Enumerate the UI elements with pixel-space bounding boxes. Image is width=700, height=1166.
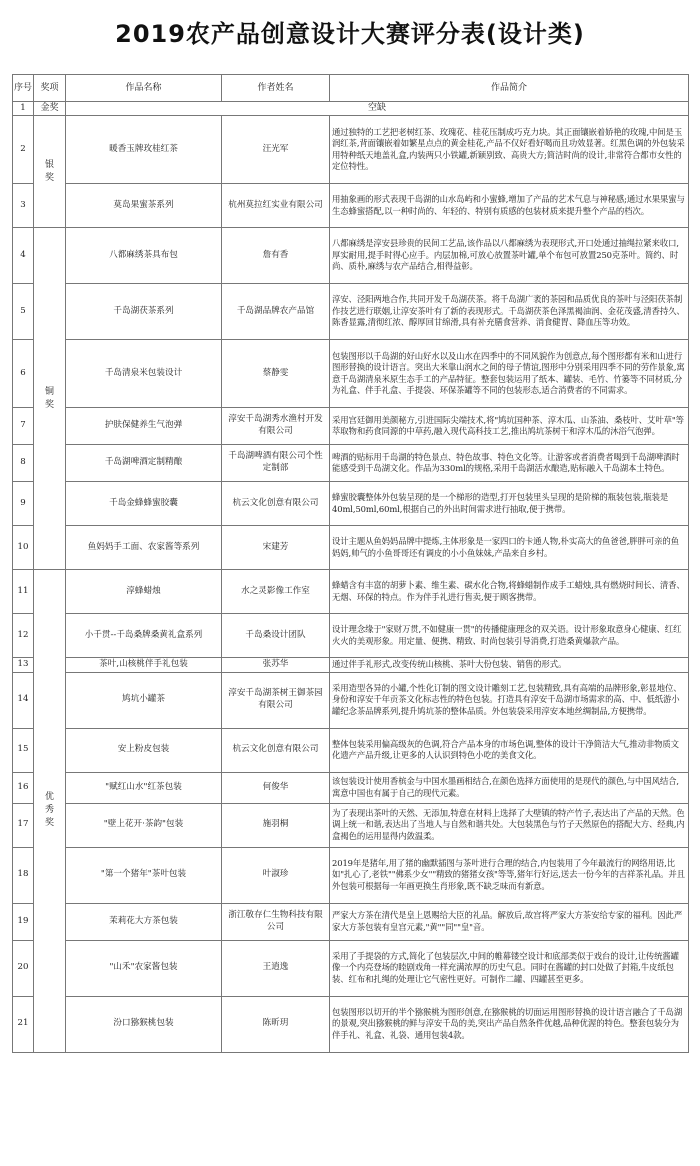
table-row (13, 184, 689, 228)
row-index: 12 (13, 614, 34, 658)
row-index: 2 (13, 116, 34, 184)
author-cell: 淳安千岛湖茶树王御茶园有限公司 (222, 672, 330, 728)
table-row (13, 803, 689, 847)
table-row (13, 996, 689, 1052)
header-author: 作者姓名 (222, 75, 330, 102)
table-row (13, 614, 689, 658)
table-row (13, 102, 689, 116)
table-row (13, 847, 689, 903)
intro-cell: 通过伴手礼形式,改变传统山核桃、茶叶大份包装、销售的形式。 (330, 658, 689, 673)
row-index: 18 (13, 847, 34, 903)
row-index: 10 (13, 526, 34, 570)
award-excellent: 优 秀 奖 (34, 570, 66, 1053)
intro-cell: 通过独特的工艺把老树红茶、玫瑰花、桂花压制成巧克力块。其正面镶嵌着娇艳的玫瑰,中间是玉润红茶,背面镶嵌着如繁星点点的黄金桂花,产品不仅好看好喝而且功效显著。红黑色调的外包装采用特种纸天地盖礼盒,内装两只小铁罐,新颖别致、高贵大方;简洁时尚的设计,非常符合都市女性的定位特性。 (330, 116, 689, 184)
table-row (13, 672, 689, 728)
author-cell: 淳安千岛湖秀水渔村开发有限公司 (222, 408, 330, 445)
row-index: 3 (13, 184, 34, 228)
work-name-cell: 莫岛果蜜茶系列 (66, 184, 222, 228)
row-index: 15 (13, 728, 34, 772)
author-cell: 杭云文化创意有限公司 (222, 482, 330, 526)
row-index: 9 (13, 482, 34, 526)
author-cell: 宋建芳 (222, 526, 330, 570)
table-row (13, 772, 689, 803)
table-row (13, 284, 689, 340)
work-name-cell: "山禾"农家酱包装 (66, 940, 222, 996)
row-index: 19 (13, 903, 34, 940)
intro-cell: 包装图形以千岛湖的好山好水以及山水在四季中的不同风貌作为创意点,每个图形都有米和山进行图形替换的设计语言。突出大米靠山润水之间的母子情谊,图形中分别采用四季不同的劳作景象,寓意千岛湖清泉米原生态手工的产品特征。整套包装运用了纸本、罐装、毛竹、竹篓等不同材质,分为礼盒、伴手礼盒、手提袋、环保茶罐等不同的包装形态,适合消费者的不同需求。 (330, 340, 689, 408)
intro-cell: 采用了手提袋的方式,简化了包装层次,中间的帷幕镂空设计和底部类似于戏台的设计,让传统酱罐像一个内亮登场的睦剧戏角一样充满浓厚的历史气息。同时在酱罐的封口处做了封箱,牛皮纸包装、红布和扎绳的处理让它气密性更好。可制作二罐、四罐甚至更多。 (330, 940, 689, 996)
author-cell: 千岛湖啤酒有限公司个性定制部 (222, 445, 330, 482)
author-cell: 王逍逸 (222, 940, 330, 996)
intro-cell: 2019年是猪年,用了猪的幽默插图与茶叶进行合理的结合,内包装用了今年最流行的网络用语,比如"扎心了,老铁""佛系少女""精致的猪猪女孩"等等,猪年行好运,送去一份今年的吉祥茶礼品。并且外包装可根据每一年画更换生肖形象,既不缺乏味而有新意。 (330, 847, 689, 903)
work-name-cell: 鱼妈妈手工面、农家酱等系列 (66, 526, 222, 570)
intro-cell: 为了表现出茶叶的天然、无添加,特意在材料上选择了大壁镇的特产竹子,表达出了产品的天然。色调上统一和谐,表达出了当地人与自然和谐共处。大包装黑色与竹子天然原色的搭配大方、经典,内盒褐色的运用显得内敛温柔。 (330, 803, 689, 847)
header-row (13, 75, 689, 102)
award-bronze: 铜 奖 (34, 228, 66, 570)
table-row (13, 482, 689, 526)
author-cell: 张苏华 (222, 658, 330, 673)
intro-cell: 淳安、泾阳两地合作,共同开发千岛湖茯茶。将千岛湖广袤的茶园和品质优良的茶叶与泾阳茯茶制作技艺进行联姻,让淳安茶叶有了新的表现形式。千岛湖茯茶色泽黑褐油润、金花茂盛,清香持久、陈香显露,清彻红浓、醇厚回甘绵滑,具有补充膳食营养、消食健胃、降血压等功效。 (330, 284, 689, 340)
row-index: 11 (13, 570, 34, 614)
table-row (13, 526, 689, 570)
header-work-name: 作品名称 (66, 75, 222, 102)
intro-cell: 采用造型各异的小罐,个性化订制的图文设计雕刻工艺,包装精致,具有高端的品牌形象,彰显地位、身份和淳安千年贡茶文化标志性的特色包装。打造具有淳安千岛湖市场需求的高、中、低纸游小罐纪念茶品牌系列,提升鸠坑茶的整体品质。外包装袋采用淳安本地丝绸制品,方便携带。 (330, 672, 689, 728)
intro-cell: 包装图形以切开的半个猕猴桃为图形创意,在猕猴桃的切面运用图形替换的设计语言融合了千岛湖的景观,突出猕猴桃的鲜与淳安千岛的美,突出产品自然条件优越,品种优渥的特色。整套包装分为伴手礼、礼盒、礼袋、通用包装4款。 (330, 996, 689, 1052)
header-award: 奖项 (34, 75, 66, 102)
author-cell: 杭州莫拉红实业有限公司 (222, 184, 330, 228)
gold-blank: 空缺 (66, 102, 689, 116)
intro-cell: 设计主题从鱼妈妈品牌中提炼,主体形象是一家四口的卡通人物,朴实高大的鱼爸爸,胖胖可亲的鱼妈妈,帅气的小鱼哥哥还有调皮的小小鱼妹妹,产品来自乡村。 (330, 526, 689, 570)
work-name-cell: 淳蜂蜡烛 (66, 570, 222, 614)
author-cell: 叶淑珍 (222, 847, 330, 903)
row-index: 21 (13, 996, 34, 1052)
intro-cell: 用抽象画的形式表现千岛湖的山水岛屿和小蜜蜂,增加了产品的艺术气息与神秘感;通过水果果蜜与生态蜂蜜搭配,以一种时尚的、年轻的、特别有质感的包装材质来提升整个产品的档次。 (330, 184, 689, 228)
intro-cell: 设计理念缘于"家财万贯,不如健康一贯"的传播健康理念的双关语。设计形象取意身心健康、红红火火的美观形象。用定量、便携、精致、时尚包装引导消费,打造桑黄爆款产品。 (330, 614, 689, 658)
author-cell: 千岛湖品牌农产品馆 (222, 284, 330, 340)
author-cell: 施羽桐 (222, 803, 330, 847)
row-index: 13 (13, 658, 34, 673)
intro-cell: 蜂蜡含有丰富的胡萝卜素、维生素、碳水化合物,将蜂蜡制作成手工蜡烛,具有燃烧时间长、清香、无烟、环保的特点。作为伴手礼进行售卖,便于顾客携带。 (330, 570, 689, 614)
row-index: 17 (13, 803, 34, 847)
intro-cell: 严家大方茶在清代是皇上恩赐给大臣的礼品。解放后,故宫将严家大方茶安给专家的福利。因此严家大方茶包装有皇宫元素,"黄""同""皇"音。 (330, 903, 689, 940)
table-row (13, 116, 689, 184)
table-row (13, 570, 689, 614)
author-cell: 千岛桑设计团队 (222, 614, 330, 658)
intro-cell: 蜂蜜胶囊整体外包装呈现的是一个梯形的造型,打开包装里头呈现的是阶梯的瓶装包装,瓶装是40ml,50ml,60ml,根据自己的外出时间需求进行抽取,便于携带。 (330, 482, 689, 526)
intro-cell: 整体包装采用偏高级灰的色调,符合产品本身的市场色调,整体的设计干净简洁大气,推动非物质文化遗产产品升级,让更多的人认识到特色小吃的美食文化。 (330, 728, 689, 772)
row-index: 8 (13, 445, 34, 482)
table-row (13, 940, 689, 996)
work-name-cell: 千岛清泉米包装设计 (66, 340, 222, 408)
work-name-cell: 八都麻绣茶具布包 (66, 228, 222, 284)
work-name-cell: 鸠坑小罐茶 (66, 672, 222, 728)
row-index: 6 (13, 340, 34, 408)
work-name-cell: 千岛金蜂蜂蜜胶囊 (66, 482, 222, 526)
author-cell: 杭云文化创意有限公司 (222, 728, 330, 772)
table-row (13, 658, 689, 673)
table-row (13, 408, 689, 445)
row-index: 5 (13, 284, 34, 340)
author-cell: 蔡静雯 (222, 340, 330, 408)
work-name-cell: 暖香玉牌玫桂红茶 (66, 116, 222, 184)
intro-cell: 八都麻绣是淳安县珍贵的民间工艺品,该作品以八都麻绣为表现形式,开口处通过抽绳拉紧来收口,厚实耐用,提手时得心应手。内层加棉,可放心放置茶叶罐,单个布包可放置250克茶叶。简约、时尚、质朴,麻绣与农产品结合,相得益彰。 (330, 228, 689, 284)
work-name-cell: 千岛湖茯茶系列 (66, 284, 222, 340)
author-cell: 水之灵影像工作室 (222, 570, 330, 614)
row-index: 1 (13, 102, 34, 116)
table-row (13, 728, 689, 772)
author-cell: 汪光军 (222, 116, 330, 184)
intro-cell: 该包装设计使用香槟金与中国水墨画相结合,在颜色选择方面使用的是现代的颜色,与中国风结合,寓意中国也有属于自己的现代元素。 (330, 772, 689, 803)
table-row (13, 903, 689, 940)
work-name-cell: "第一个猪年"茶叶包装 (66, 847, 222, 903)
author-cell: 浙江敬存仁生物科技有限公司 (222, 903, 330, 940)
work-name-cell: 茉莉花大方茶包装 (66, 903, 222, 940)
row-index: 14 (13, 672, 34, 728)
page-title: 2019农产品创意设计大赛评分表(设计类) (115, 20, 585, 48)
table-row (13, 228, 689, 284)
author-cell: 詹有香 (222, 228, 330, 284)
row-index: 7 (13, 408, 34, 445)
work-name-cell: "赋红山水"红茶包装 (66, 772, 222, 803)
work-name-cell: 汾口猕猴桃包装 (66, 996, 222, 1052)
intro-cell: 啤酒的贴标用千岛湖的特色景点、特色故事、特色文化等。让游客或者消费者喝到千岛湖啤酒时能感受到千岛湖文化。作品为330ml的规格,采用千岛湖活水酿造,贴标融入千岛湖本土特色。 (330, 445, 689, 482)
header-intro: 作品简介 (330, 75, 689, 102)
work-name-cell: 小千贯--千岛桑牌桑黄礼盒系列 (66, 614, 222, 658)
row-index: 16 (13, 772, 34, 803)
award-gold: 金奖 (34, 102, 66, 116)
header-index: 序号 (13, 75, 34, 102)
author-cell: 何俊华 (222, 772, 330, 803)
work-name-cell: 护肤保健养生气泡弹 (66, 408, 222, 445)
score-table (12, 74, 689, 1053)
table-row (13, 445, 689, 482)
author-cell: 陈昕玥 (222, 996, 330, 1052)
row-index: 20 (13, 940, 34, 996)
work-name-cell: "壁上花开·茶韵"包装 (66, 803, 222, 847)
table-row (13, 340, 689, 408)
intro-cell: 采用宫廷御用美颜秘方,引进国际尖端技术,将"鸠坑国种茶、淳木瓜、山茶油、桑枝叶、艾叶草"等萃取物和药食同源的中草药,融入现代高科技工艺,推出鸠坑茶树干和淳木瓜的沐浴气泡弹。 (330, 408, 689, 445)
award-silver: 银 奖 (34, 116, 66, 228)
work-name-cell: 千岛湖啤酒定制精酿 (66, 445, 222, 482)
row-index: 4 (13, 228, 34, 284)
work-name-cell: 安上粉皮包装 (66, 728, 222, 772)
work-name-cell: 茶叶,山核桃伴手礼包装 (66, 658, 222, 673)
